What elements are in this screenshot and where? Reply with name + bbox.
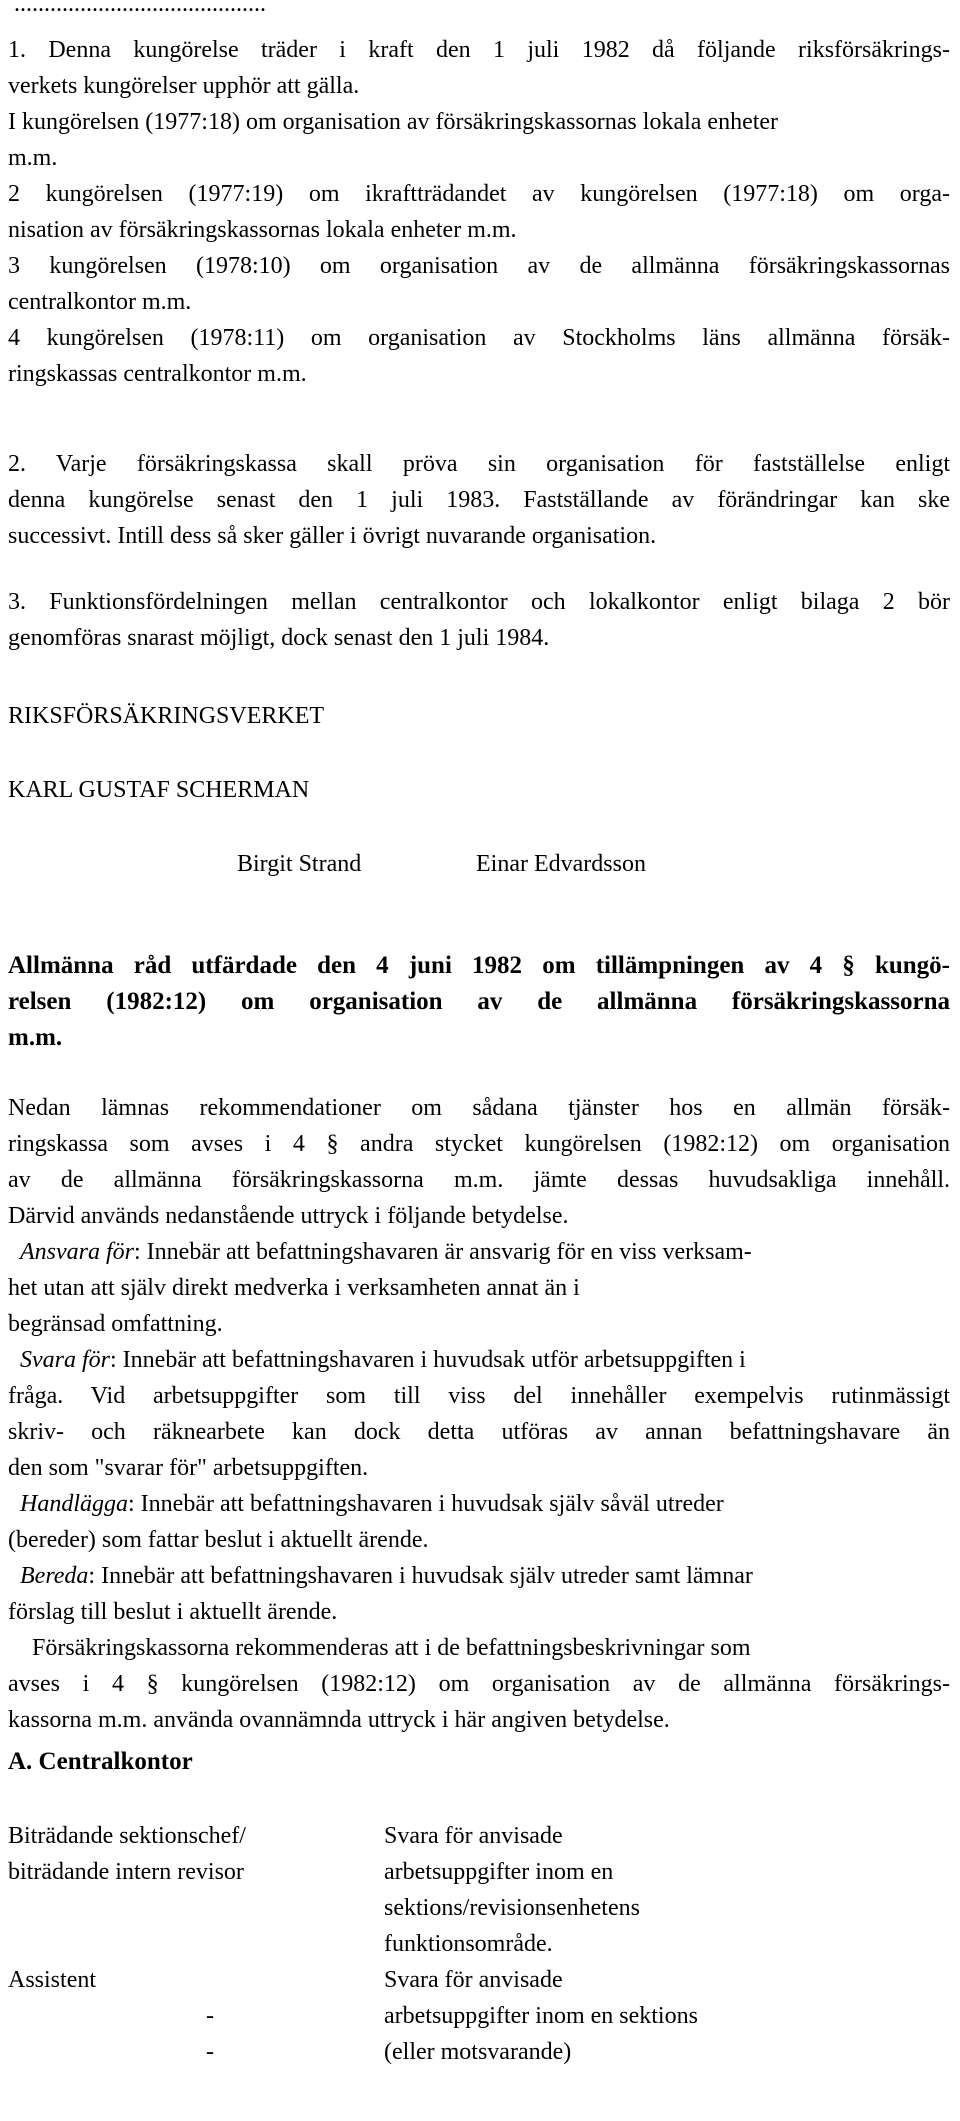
text-line: denna kungörelse senast den 1 juli 1983. Fastställande av förändringar kan ske xyxy=(8,487,950,513)
role-title: Biträdande sektionschef/ xyxy=(8,1823,246,1849)
text-line: 4 kungörelsen (1978:11) om organisation av Stockholms läns allmänna försäk- xyxy=(8,325,950,351)
role-duty: sektions/revisionsenhetens xyxy=(384,1895,640,1921)
text-line: 2 kungörelsen (1977:19) om ikraftträdandet av kungörelsen (1977:18) om orga- xyxy=(8,181,950,207)
text-line: av de allmänna försäkringskassorna m.m. jämte dessas huvudsakliga innehåll. xyxy=(8,1167,950,1193)
role-title: biträdande intern revisor xyxy=(8,1859,244,1885)
intro-paragraph xyxy=(8,1090,950,1234)
text-line: begränsad omfattning. xyxy=(8,1311,223,1337)
text-line: den som "svarar för" arbetsuppgiften. xyxy=(8,1455,369,1481)
signatory-right: Einar Edvardsson xyxy=(476,851,646,877)
heading-line: Allmänna råd utfärdade den 4 juni 1982 om tillämpningen av 4 § kungö- xyxy=(8,952,950,979)
dash-marker: - xyxy=(206,2039,214,2065)
heading-line: m.m. xyxy=(8,1024,63,1051)
paragraph-1 xyxy=(8,32,950,392)
text-line: Nedan lämnas rekommendationer om sådana tjänster hos en allmän försäk- xyxy=(8,1095,950,1121)
role-duty: (eller motsvarande) xyxy=(384,2039,572,2065)
text-line: ringskassa som avses i 4 § andra stycket kungörelsen (1982:12) om organisation xyxy=(8,1131,950,1157)
definition-text: : Innebär att befattningshavaren i huvudsak utför arbetsuppgiften i xyxy=(110,1347,746,1373)
definition-first-line xyxy=(8,1342,950,1378)
text-line: ringskassas centralkontor m.m. xyxy=(8,361,307,387)
definition-term: Svara för xyxy=(20,1347,110,1373)
text-line: Försäkringskassorna rekommenderas att i de befattningsbeskrivningar som xyxy=(32,1635,751,1661)
paragraph-3 xyxy=(8,584,950,656)
text-line: 3. Funktionsfördelningen mellan centralkontor och lokalkontor enligt bilaga 2 bör xyxy=(8,589,950,615)
role-duty: Svara för anvisade xyxy=(384,1823,563,1849)
director-name: KARL GUSTAF SCHERMAN xyxy=(8,777,310,803)
role-duty: arbetsuppgifter inom en sektions xyxy=(384,2003,698,2029)
text-line: m.m. xyxy=(8,145,58,171)
dash-marker: - xyxy=(206,2003,214,2029)
text-line: 2. Varje försäkringskassa skall pröva sin organisation för fastställelse enligt xyxy=(8,451,950,477)
text-line: 1. Denna kungörelse träder i kraft den 1 juli 1982 då följande riksförsäkrings- xyxy=(8,37,950,63)
definition-term: Ansvara för xyxy=(20,1239,134,1265)
definition-first-line xyxy=(8,1234,950,1270)
advice-heading xyxy=(8,948,950,1056)
definition-first-line xyxy=(8,1558,950,1594)
definition-text: : Innebär att befattningshavaren i huvudsak själv såväl utreder xyxy=(128,1491,724,1517)
text-line: Därvid används nedanstående uttryck i följande betydelse. xyxy=(8,1203,569,1229)
text-line: kassorna m.m. använda ovannämnda uttryck i här angiven betydelse. xyxy=(8,1707,670,1733)
definition-term: Handlägga xyxy=(20,1491,128,1517)
section-heading: A. Centralkontor xyxy=(8,1748,193,1775)
definition-text: : Innebär att befattningshavaren i huvudsak själv utreder samt lämnar xyxy=(88,1563,753,1589)
role-duty: Svara för anvisade xyxy=(384,1967,563,1993)
agency-name: RIKSFÖRSÄKRINGSVERKET xyxy=(8,703,325,729)
text-line: nisation av försäkringskassornas lokala enheter m.m. xyxy=(8,217,517,243)
text-line: 3 kungörelsen (1978:10) om organisation av de allmänna försäkringskassornas xyxy=(8,253,950,279)
definition-handlagga xyxy=(8,1486,950,1558)
text-line: skriv- och räknearbete kan dock detta utföras av annan befattningshavare än xyxy=(8,1419,950,1445)
text-line: het utan att själv direkt medverka i verksamheten annat än i xyxy=(8,1275,580,1301)
text-line: genomföras snarast möjligt, dock senast den 1 juli 1984. xyxy=(8,625,550,651)
role-title: Assistent xyxy=(8,1967,97,1993)
text-line: centralkontor m.m. xyxy=(8,289,192,315)
role-duty: funktionsområde. xyxy=(384,1931,553,1957)
text-line: avses i 4 § kungörelsen (1982:12) om organisation av de allmänna försäkrings- xyxy=(8,1671,950,1697)
text-line: I kungörelsen (1977:18) om organisation av försäkringskassornas lokala enheter xyxy=(8,109,779,135)
top-dotted-line: .......................................... xyxy=(14,0,266,17)
recommendation-paragraph xyxy=(8,1630,950,1738)
role-duty: arbetsuppgifter inom en xyxy=(384,1859,614,1885)
text-line: fråga. Vid arbetsuppgifter som till viss del innehåller exempelvis rutinmässigt xyxy=(8,1383,950,1409)
definition-first-line xyxy=(8,1486,950,1522)
paragraph-2 xyxy=(8,446,950,554)
definition-text: : Innebär att befattningshavaren är ansvarig för en viss verksam- xyxy=(134,1239,752,1265)
text-line: (bereder) som fattar beslut i aktuellt ärende. xyxy=(8,1527,429,1553)
definition-term: Bereda xyxy=(20,1563,89,1589)
definition-svara xyxy=(8,1342,950,1486)
definition-ansvara xyxy=(8,1234,950,1342)
text-line: successivt. Intill dess så sker gäller i övrigt nuvarande organisation. xyxy=(8,523,657,549)
definition-bereda xyxy=(8,1558,950,1630)
text-line: verkets kungörelser upphör att gälla. xyxy=(8,73,360,99)
text-line: förslag till beslut i aktuellt ärende. xyxy=(8,1599,338,1625)
signatory-left: Birgit Strand xyxy=(237,851,362,877)
heading-line: relsen (1982:12) om organisation av de allmänna försäkringskassorna xyxy=(8,988,950,1015)
